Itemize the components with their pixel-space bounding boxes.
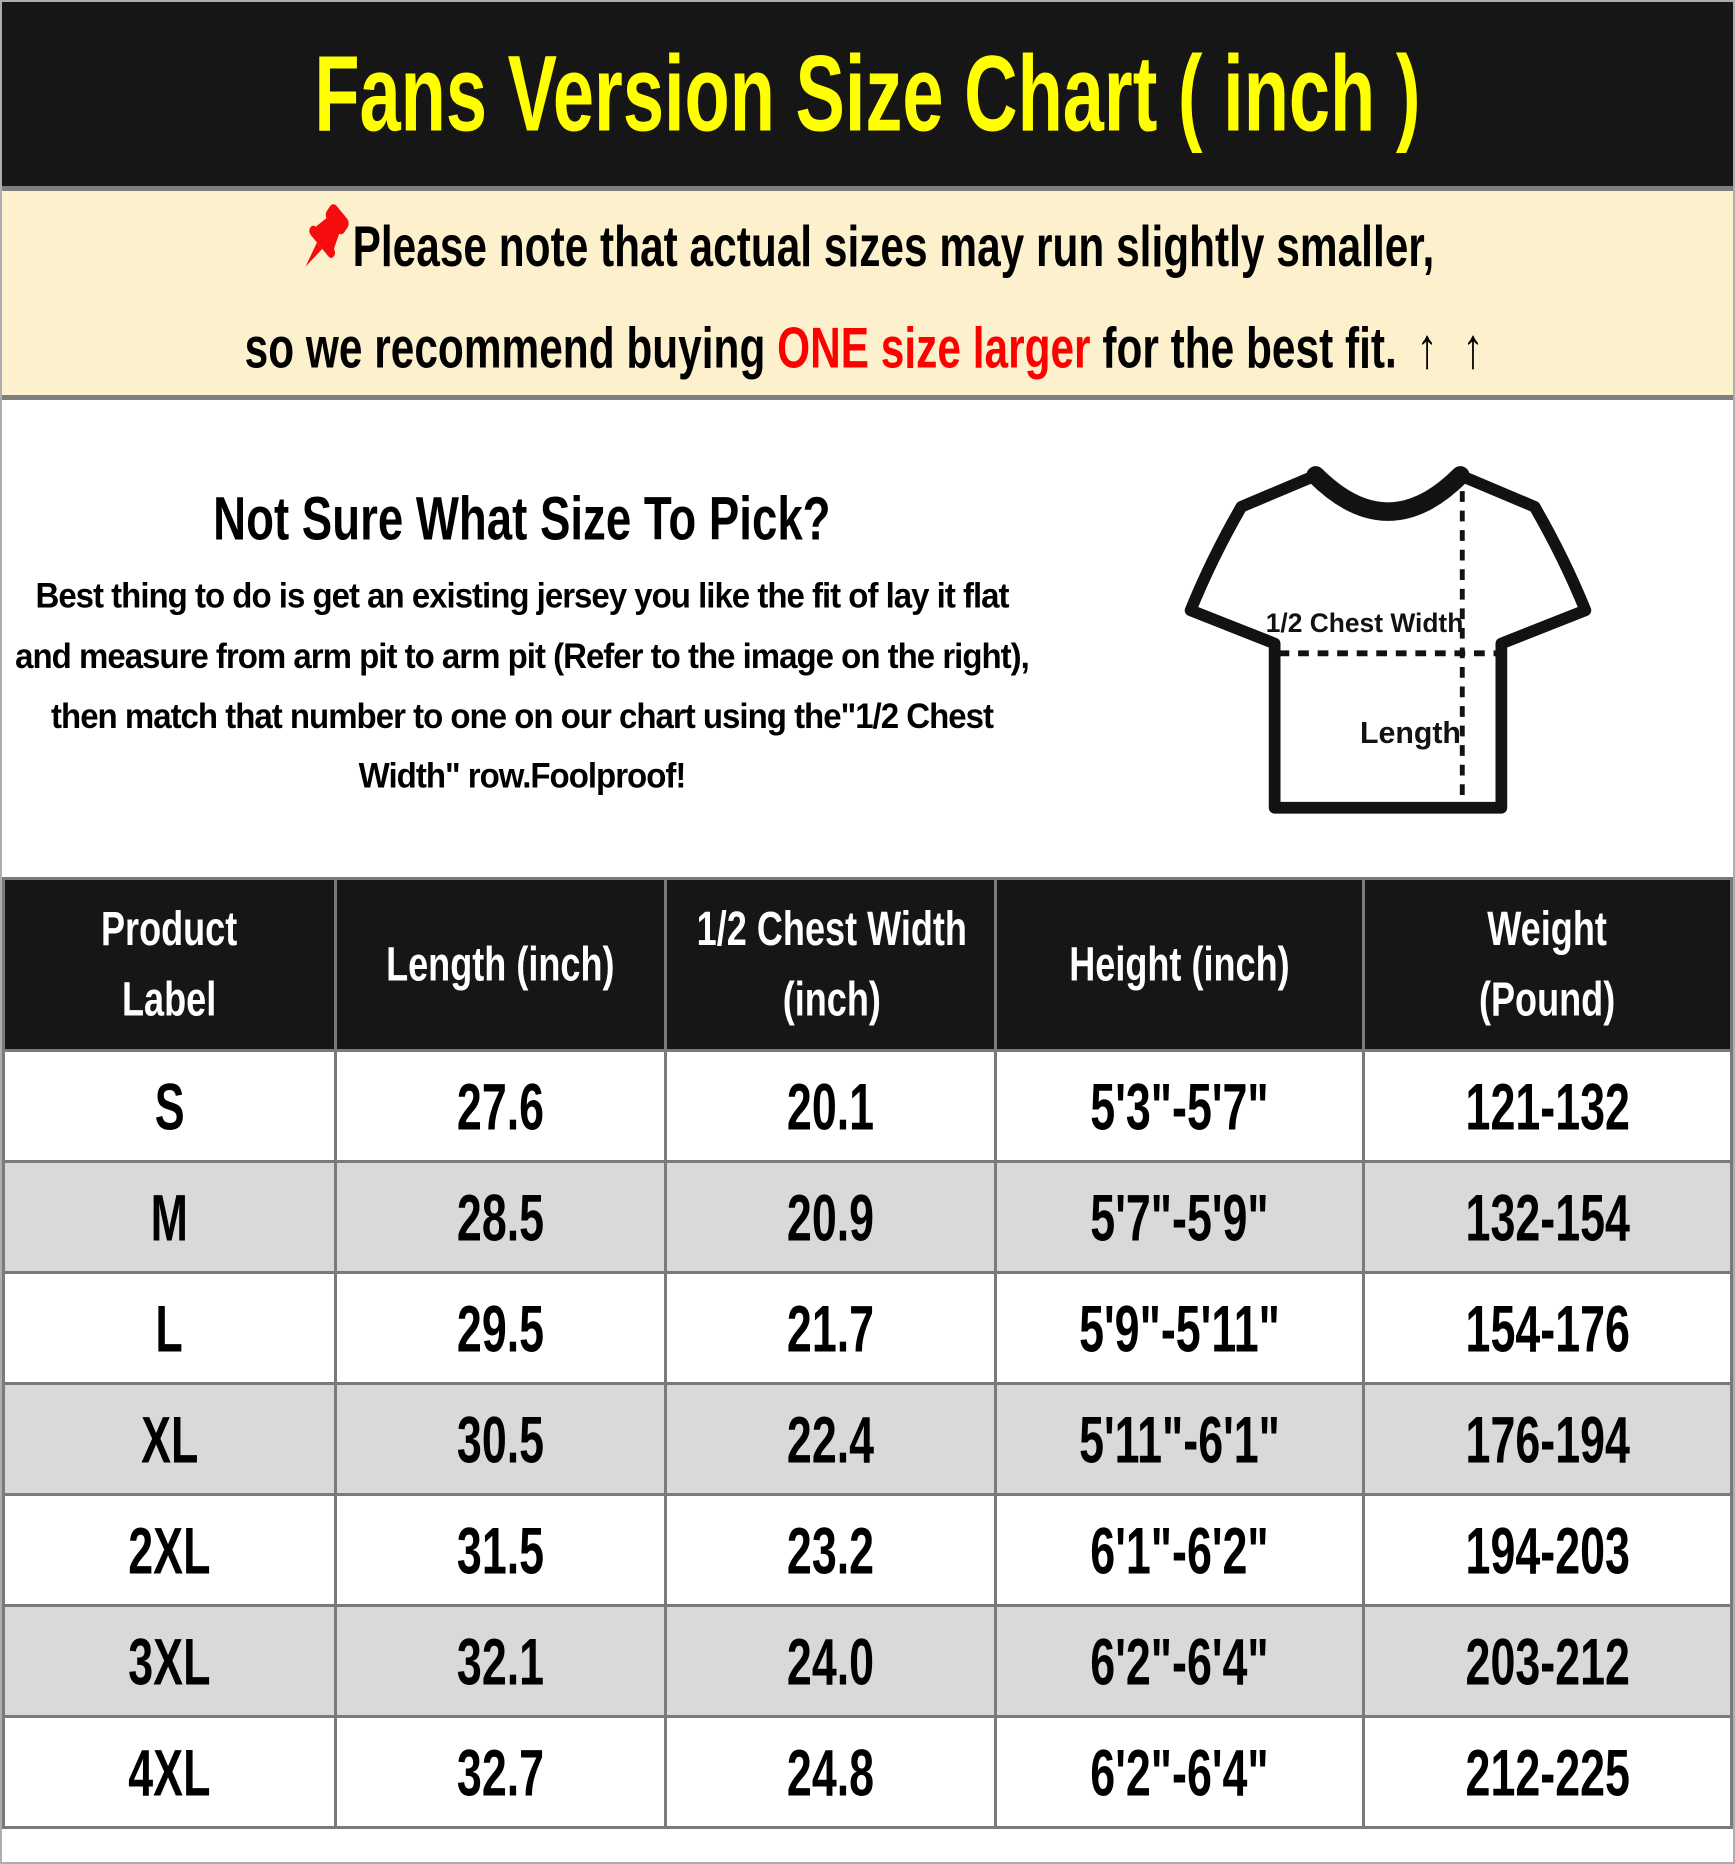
table-cell: 31.5 [335,1495,665,1606]
table-cell: 30.5 [335,1384,665,1495]
table-cell: 5'7"-5'9" [995,1162,1363,1273]
header-cell: Height (inch) [995,879,1363,1051]
header-cell: Product Label [4,879,336,1051]
notice-line-1 [300,204,1434,296]
chest-width-label: 1/2 Chest Width [1265,607,1463,638]
guide-diagram-block [1042,400,1733,877]
header-cell: Length (inch) [335,879,665,1051]
table-cell: 176-194 [1363,1384,1731,1495]
table-cell: 154-176 [1363,1273,1731,1384]
table-row [4,1384,1732,1495]
table-cell: 121-132 [1363,1051,1731,1162]
up-arrows-icon: ↑ ↑ [1416,316,1491,381]
table-cell: 5'9"-5'11" [995,1273,1363,1384]
notice-strip [2,191,1733,400]
table-row [4,1162,1732,1273]
table-cell: 21.7 [665,1273,995,1384]
table-cell: S [4,1051,336,1162]
table-body [4,1051,1732,1828]
notice-line-2 [245,316,1490,382]
table-cell: 5'3"-5'7" [995,1051,1363,1162]
table-cell: 3XL [4,1606,336,1717]
table-cell: L [4,1273,336,1384]
guide-heading: Not Sure What Size To Pick? [213,484,831,554]
table-cell: 203-212 [1363,1606,1731,1717]
table-cell: 2XL [4,1495,336,1606]
table-cell: 29.5 [335,1273,665,1384]
table-cell: 32.7 [335,1717,665,1828]
table-row [4,1273,1732,1384]
table-cell: 212-225 [1363,1717,1731,1828]
table-cell: 5'11"-6'1" [995,1384,1363,1495]
pushpin-icon [300,204,351,296]
guide-text-block [2,400,1042,877]
tshirt-diagram [1173,448,1603,843]
length-label: Length [1359,717,1461,751]
table-cell: 22.4 [665,1384,995,1495]
table-row [4,1495,1732,1606]
table-cell: 20.9 [665,1162,995,1273]
table-cell: 32.1 [335,1606,665,1717]
sizing-guide-section [2,400,1733,877]
guide-body-text: Best thing to do is get an existing jersey you like the fit of lay it flat and measure from arm pit to arm pit (Refer to the image on the right), then match that number to one on our chart using the"1/2 Chest Width" row.Foolproof! [15,575,1029,796]
notice-text-2b: for the best fit. [1090,316,1409,381]
table-cell: 27.6 [335,1051,665,1162]
header-cell: Weight (Pound) [1363,879,1731,1051]
table-cell: 132-154 [1363,1162,1731,1273]
size-table [2,877,1733,1829]
table-cell: 6'2"-6'4" [995,1606,1363,1717]
table-cell: 4XL [4,1717,336,1828]
table-cell: 28.5 [335,1162,665,1273]
table-row [4,1051,1732,1162]
page-title: Fans Version Size Chart ( inch ) [314,32,1421,154]
table-cell: 20.1 [665,1051,995,1162]
table-cell: M [4,1162,336,1273]
table-cell: XL [4,1384,336,1495]
notice-text-2a: so we recommend buying [244,316,778,381]
header-cell: 1/2 Chest Width (inch) [665,879,995,1051]
notice-text-1: Please note that actual sizes may run slightly smaller, [353,215,1435,280]
table-cell: 6'2"-6'4" [995,1717,1363,1828]
table-row [4,1717,1732,1828]
title-banner [2,2,1733,191]
table-header [4,879,1732,1051]
table-cell: 24.0 [665,1606,995,1717]
table-cell: 6'1"-6'2" [995,1495,1363,1606]
table-header-row [4,879,1732,1051]
table-cell: 194-203 [1363,1495,1731,1606]
notice-highlight: ONE size larger [777,316,1091,381]
tshirt-outline [1190,475,1585,807]
table-cell: 24.8 [665,1717,995,1828]
table-cell: 23.2 [665,1495,995,1606]
table-row [4,1606,1732,1717]
